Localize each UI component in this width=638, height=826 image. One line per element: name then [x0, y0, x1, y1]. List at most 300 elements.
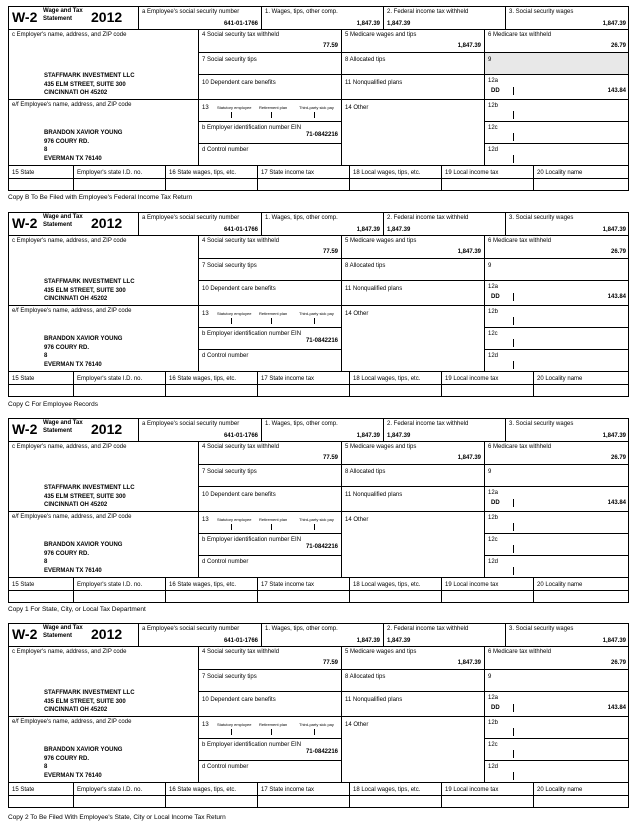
- box-2: [383, 6, 505, 29]
- copy-caption: Copy B To Be Filed with Employee's Federal Income Tax Return: [8, 194, 193, 201]
- box-8-label: 8 Allocated tips: [345, 57, 386, 63]
- box-d-label: d Control number: [202, 764, 249, 770]
- box-19-label: 19 Local income tax: [445, 582, 499, 588]
- box-13: [198, 716, 341, 738]
- form-title: [43, 8, 83, 23]
- box-11: [341, 280, 484, 305]
- third-party-sick-pay-checkbox[interactable]: [314, 524, 315, 530]
- box-4-label: 4 Social security tax withheld: [202, 238, 280, 244]
- employer-street: 435 ELM STREET, SUITE 300: [44, 287, 126, 294]
- form-title-cell: [8, 623, 138, 646]
- ein-value: 71-0842216: [305, 544, 338, 550]
- box-12a-amount: 143.84: [607, 294, 626, 300]
- box-4: [198, 235, 341, 258]
- box-ef: [8, 716, 198, 782]
- box-10-label: 10 Dependent care benefits: [202, 697, 276, 703]
- statutory-employee-label: Statutory employee: [217, 311, 252, 316]
- box-12c-label: 12c: [488, 537, 498, 543]
- employee-address: [44, 541, 122, 575]
- box-9-label: 9: [488, 674, 492, 680]
- box-16-label: 16 State wages, tips, etc.: [169, 170, 237, 176]
- box-17-label: 17 State income tax: [261, 376, 315, 382]
- employee-name: BRANDON XAVIOR YOUNG: [44, 130, 123, 136]
- box-12d-label: 12d: [488, 764, 499, 770]
- box-18-label: 18 Local wages, tips, etc.: [353, 582, 421, 588]
- box-17-label: 17 State income tax: [261, 582, 315, 588]
- form-title-line1: Wage and Tax: [43, 8, 83, 14]
- box-13-label: 13: [202, 722, 209, 728]
- ss-tax-value: 77.59: [322, 249, 338, 255]
- box-2: [383, 418, 505, 441]
- box-12c-label: 12c: [488, 125, 498, 131]
- box-8: [341, 258, 484, 280]
- employer-address: [44, 72, 135, 98]
- ss-wages-value: 1,847.39: [602, 21, 626, 27]
- statutory-employee-label: Statutory employee: [217, 517, 252, 522]
- box-10-label: 10 Dependent care benefits: [202, 286, 276, 292]
- box-a: [138, 418, 261, 441]
- box-10-label: 10 Dependent care benefits: [202, 80, 276, 86]
- w2-form-copy-2: [8, 212, 629, 397]
- statutory-employee-checkbox[interactable]: [231, 112, 232, 118]
- employer-address: [44, 484, 135, 510]
- box-12a-label: 12a: [488, 695, 499, 701]
- wages-value: 1,847.39: [356, 227, 380, 233]
- box-12b-label: 12b: [488, 515, 499, 521]
- box-12a-label: 12a: [488, 490, 499, 496]
- box-14: [341, 99, 484, 165]
- box-3: [505, 418, 629, 441]
- box-15b-label: Employer's state I.D. no.: [77, 582, 143, 588]
- retirement-plan-label: Retirement plan: [259, 311, 288, 316]
- form-title-line2: Statement: [43, 632, 73, 639]
- box-ef-label: e/f Employee's name, address, and ZIP code: [12, 308, 132, 314]
- box-c: [8, 29, 198, 99]
- box-b-label: b Employer identification number EIN: [202, 742, 302, 748]
- box-b-label: b Employer identification number EIN: [202, 537, 302, 543]
- w2-form-copy-3: [8, 418, 629, 603]
- box-14: [341, 716, 484, 782]
- box-a-label: a Employee's social security number: [142, 215, 240, 221]
- box-12b-label: 12b: [488, 103, 499, 109]
- box-5: [341, 646, 484, 669]
- box-8: [341, 464, 484, 486]
- employee-street: 976 COURY RD.: [44, 344, 90, 351]
- box-12b: [484, 511, 629, 533]
- box-12d-label: 12d: [488, 353, 499, 359]
- employee-unit: 8: [44, 559, 48, 565]
- box-12c-label: 12c: [488, 742, 498, 748]
- employee-ssn: 641-01-1766: [223, 638, 258, 644]
- retirement-plan-checkbox[interactable]: [271, 112, 272, 118]
- box-15-label: 15 State: [12, 170, 35, 176]
- retirement-plan-label: Retirement plan: [259, 105, 288, 110]
- box-12d: [484, 349, 629, 371]
- box-17-label: 17 State income tax: [261, 787, 315, 793]
- box-1-label: 1. Wages, tips, other comp.: [265, 215, 338, 221]
- third-party-sick-pay-checkbox[interactable]: [314, 729, 315, 735]
- retirement-plan-checkbox[interactable]: [271, 318, 272, 324]
- box-d: [198, 143, 341, 165]
- form-title: [43, 420, 83, 435]
- box-20-label: 20 Locality name: [537, 376, 583, 382]
- box-12b-divider: [513, 111, 514, 119]
- employee-ssn: 641-01-1766: [223, 227, 258, 233]
- box-1: [261, 6, 383, 29]
- box-5: [341, 29, 484, 52]
- box-4-label: 4 Social security tax withheld: [202, 32, 280, 38]
- employer-city: CINCINNATI OH 45202: [44, 296, 108, 302]
- box-ef-label: e/f Employee's name, address, and ZIP code: [12, 102, 132, 108]
- wages-value: 1,847.39: [356, 638, 380, 644]
- employer-city: CINCINNATI OH 45202: [44, 707, 108, 713]
- employer-street: 435 ELM STREET, SUITE 300: [44, 698, 126, 705]
- state-row-divider: [8, 384, 629, 385]
- box-9-label: 9: [488, 263, 492, 269]
- box-1: [261, 212, 383, 235]
- employee-street: 976 COURY RD.: [44, 550, 90, 557]
- box-10: [198, 280, 341, 305]
- box-ef: [8, 511, 198, 577]
- box-d: [198, 555, 341, 577]
- employee-unit: 8: [44, 764, 48, 770]
- box-b-label: b Employer identification number EIN: [202, 331, 302, 337]
- employee-street: 976 COURY RD.: [44, 755, 90, 762]
- box-10: [198, 74, 341, 99]
- employee-unit: 8: [44, 353, 48, 359]
- box-12b: [484, 99, 629, 121]
- box-9-label: 9: [488, 57, 492, 63]
- copy-caption: Copy 1 For State, City, or Local Tax Department: [8, 606, 146, 613]
- form-title: [43, 625, 83, 640]
- box-9: [484, 258, 629, 280]
- box-b-label: b Employer identification number EIN: [202, 125, 302, 131]
- box-5-label: 5 Medicare wages and tips: [345, 32, 417, 38]
- medicare-wages-value: 1,847.39: [457, 455, 481, 461]
- retirement-plan-label: Retirement plan: [259, 517, 288, 522]
- box-14: [341, 305, 484, 371]
- box-12a-divider: [513, 704, 514, 712]
- medicare-wages-value: 1,847.39: [457, 43, 481, 49]
- copy-caption: Copy C For Employee Records: [8, 401, 98, 408]
- employee-ssn: 641-01-1766: [223, 21, 258, 27]
- box-1: [261, 418, 383, 441]
- box-15b-label: Employer's state I.D. no.: [77, 376, 143, 382]
- box-17-label: 17 State income tax: [261, 170, 315, 176]
- box-7-label: 7 Social security tips: [202, 263, 257, 269]
- box-c-label: c Employer's name, address, and ZIP code: [12, 649, 127, 655]
- third-party-sick-pay-checkbox[interactable]: [314, 318, 315, 324]
- box-11-label: 11 Nonqualified plans: [345, 492, 403, 498]
- box-6: [484, 646, 629, 669]
- box-19-label: 19 Local income tax: [445, 787, 499, 793]
- employer-name: STAFFMARK INVESTMENT LLC: [44, 73, 135, 79]
- form-w2-label: W-2: [12, 215, 38, 231]
- box-5-label: 5 Medicare wages and tips: [345, 238, 417, 244]
- box-9: [484, 669, 629, 691]
- box-14-label: 14 Other: [345, 722, 369, 728]
- box-12b: [484, 305, 629, 327]
- box-12b-label: 12b: [488, 309, 499, 315]
- federal-withheld-value: 1,847.39: [387, 433, 411, 439]
- box-14-label: 14 Other: [345, 311, 369, 317]
- box-12c-divider: [513, 750, 514, 758]
- box-12d: [484, 760, 629, 782]
- box-7-label: 7 Social security tips: [202, 469, 257, 475]
- box-12d-divider: [513, 567, 514, 575]
- form-title-cell: [8, 6, 138, 29]
- box-5: [341, 441, 484, 464]
- box-12a: [484, 74, 629, 99]
- box-11: [341, 486, 484, 511]
- box-12d: [484, 555, 629, 577]
- box-6: [484, 29, 629, 52]
- box-15-label: 15 State: [12, 787, 35, 793]
- employer-address: [44, 689, 135, 715]
- form-title-line2: Statement: [43, 221, 73, 228]
- box-13-label: 13: [202, 105, 209, 111]
- box-3-label: 3. Social security wages: [509, 421, 574, 427]
- employer-city: CINCINNATI OH 45202: [44, 90, 108, 96]
- box-18-label: 18 Local wages, tips, etc.: [353, 787, 421, 793]
- box-12d: [484, 143, 629, 165]
- employer-name: STAFFMARK INVESTMENT LLC: [44, 279, 135, 285]
- box-3-label: 3. Social security wages: [509, 9, 574, 15]
- box-4: [198, 646, 341, 669]
- box-20-label: 20 Locality name: [537, 582, 583, 588]
- third-party-sick-pay-label: Third-party sick pay: [299, 105, 334, 110]
- box-12c: [484, 327, 629, 349]
- box-8-label: 8 Allocated tips: [345, 263, 386, 269]
- employer-street: 435 ELM STREET, SUITE 300: [44, 81, 126, 88]
- statutory-employee-checkbox[interactable]: [231, 524, 232, 530]
- box-b-ein: [198, 533, 341, 555]
- form-title-line2: Statement: [43, 15, 73, 22]
- form-title-line1: Wage and Tax: [43, 420, 83, 426]
- retirement-plan-label: Retirement plan: [259, 722, 288, 727]
- box-ef: [8, 99, 198, 165]
- employee-city: EVERMAN TX 76140: [44, 772, 102, 779]
- box-a-label: a Employee's social security number: [142, 421, 240, 427]
- statutory-employee-checkbox[interactable]: [231, 729, 232, 735]
- box-11-label: 11 Nonqualified plans: [345, 80, 403, 86]
- retirement-plan-checkbox[interactable]: [271, 524, 272, 530]
- form-title-line2: Statement: [43, 427, 73, 434]
- box-c-label: c Employer's name, address, and ZIP code: [12, 238, 127, 244]
- ein-value: 71-0842216: [305, 749, 338, 755]
- ss-wages-value: 1,847.39: [602, 433, 626, 439]
- box-5-label: 5 Medicare wages and tips: [345, 649, 417, 655]
- form-year: 2012: [91, 9, 123, 25]
- box-1: [261, 623, 383, 646]
- box-12a: [484, 691, 629, 716]
- state-row-divider: [8, 590, 629, 591]
- federal-withheld-value: 1,847.39: [387, 638, 411, 644]
- box-12a: [484, 486, 629, 511]
- medicare-wages-value: 1,847.39: [457, 249, 481, 255]
- employee-address: [44, 335, 122, 369]
- box-8-label: 8 Allocated tips: [345, 674, 386, 680]
- third-party-sick-pay-checkbox[interactable]: [314, 112, 315, 118]
- box-19-label: 19 Local income tax: [445, 170, 499, 176]
- box-12d-divider: [513, 155, 514, 163]
- box-8: [341, 52, 484, 74]
- box-14-label: 14 Other: [345, 517, 369, 523]
- form-w2-label: W-2: [12, 421, 38, 437]
- box-7: [198, 258, 341, 280]
- box-12d-divider: [513, 772, 514, 780]
- box-9: [484, 52, 629, 74]
- box-15b-label: Employer's state I.D. no.: [77, 787, 143, 793]
- box-2: [383, 623, 505, 646]
- box-b-ein: [198, 738, 341, 760]
- statutory-employee-label: Statutory employee: [217, 105, 252, 110]
- box-3: [505, 623, 629, 646]
- box-9: [484, 464, 629, 486]
- box-2: [383, 212, 505, 235]
- box-12a-amount: 143.84: [607, 705, 626, 711]
- medicare-tax-value: 26.79: [610, 455, 626, 461]
- box-8-label: 8 Allocated tips: [345, 469, 386, 475]
- box-4-label: 4 Social security tax withheld: [202, 444, 280, 450]
- box-7-label: 7 Social security tips: [202, 57, 257, 63]
- box-12a-divider: [513, 87, 514, 95]
- ein-value: 71-0842216: [305, 132, 338, 138]
- employer-name: STAFFMARK INVESTMENT LLC: [44, 485, 135, 491]
- box-13-label: 13: [202, 517, 209, 523]
- box-13: [198, 511, 341, 533]
- box-10-label: 10 Dependent care benefits: [202, 492, 276, 498]
- form-title-line1: Wage and Tax: [43, 625, 83, 631]
- employee-name: BRANDON XAVIOR YOUNG: [44, 542, 123, 548]
- box-ef-label: e/f Employee's name, address, and ZIP code: [12, 514, 132, 520]
- box-10: [198, 691, 341, 716]
- medicare-tax-value: 26.79: [610, 43, 626, 49]
- box-15-label: 15 State: [12, 376, 35, 382]
- employee-address: [44, 746, 122, 780]
- box-12a-code: DD: [491, 294, 500, 300]
- box-5-label: 5 Medicare wages and tips: [345, 444, 417, 450]
- third-party-sick-pay-label: Third-party sick pay: [299, 517, 334, 522]
- box-18-label: 18 Local wages, tips, etc.: [353, 376, 421, 382]
- box-12a-divider: [513, 293, 514, 301]
- form-year: 2012: [91, 215, 123, 231]
- employer-city: CINCINNATI OH 45202: [44, 502, 108, 508]
- box-c-label: c Employer's name, address, and ZIP code: [12, 32, 127, 38]
- box-12d-divider: [513, 361, 514, 369]
- box-6-label: 6 Medicare tax withheld: [488, 238, 552, 244]
- state-row-divider: [8, 795, 629, 796]
- box-9-label: 9: [488, 469, 492, 475]
- form-title-cell: [8, 212, 138, 235]
- box-4: [198, 29, 341, 52]
- box-3-label: 3. Social security wages: [509, 626, 574, 632]
- box-12a-code: DD: [491, 88, 500, 94]
- form-year: 2012: [91, 626, 123, 642]
- box-d-label: d Control number: [202, 147, 249, 153]
- box-a-label: a Employee's social security number: [142, 626, 240, 632]
- box-12a-amount: 143.84: [607, 88, 626, 94]
- box-d-label: d Control number: [202, 559, 249, 565]
- medicare-tax-value: 26.79: [610, 660, 626, 666]
- box-4-label: 4 Social security tax withheld: [202, 649, 280, 655]
- box-6-label: 6 Medicare tax withheld: [488, 32, 552, 38]
- employee-name: BRANDON XAVIOR YOUNG: [44, 336, 123, 342]
- box-12a: [484, 280, 629, 305]
- box-6-label: 6 Medicare tax withheld: [488, 649, 552, 655]
- box-12b: [484, 716, 629, 738]
- box-12a-amount: 143.84: [607, 500, 626, 506]
- federal-withheld-value: 1,847.39: [387, 227, 411, 233]
- box-c-label: c Employer's name, address, and ZIP code: [12, 444, 127, 450]
- statutory-employee-label: Statutory employee: [217, 722, 252, 727]
- ss-tax-value: 77.59: [322, 455, 338, 461]
- box-7: [198, 669, 341, 691]
- form-year: 2012: [91, 421, 123, 437]
- box-12b-divider: [513, 523, 514, 531]
- ein-value: 71-0842216: [305, 338, 338, 344]
- box-12c-divider: [513, 339, 514, 347]
- box-2-label: 2. Federal income tax withheld: [387, 215, 469, 221]
- retirement-plan-checkbox[interactable]: [271, 729, 272, 735]
- box-12c-divider: [513, 545, 514, 553]
- state-row-divider: [8, 178, 629, 179]
- box-12a-divider: [513, 499, 514, 507]
- box-7-label: 7 Social security tips: [202, 674, 257, 680]
- third-party-sick-pay-label: Third-party sick pay: [299, 722, 334, 727]
- box-b-ein: [198, 121, 341, 143]
- form-title: [43, 214, 83, 229]
- form-w2-label: W-2: [12, 9, 38, 25]
- box-8: [341, 669, 484, 691]
- box-11-label: 11 Nonqualified plans: [345, 286, 403, 292]
- wages-value: 1,847.39: [356, 21, 380, 27]
- ss-wages-value: 1,847.39: [602, 227, 626, 233]
- box-20-label: 20 Locality name: [537, 787, 583, 793]
- statutory-employee-checkbox[interactable]: [231, 318, 232, 324]
- box-11: [341, 691, 484, 716]
- w2-form-copy-1: [8, 6, 629, 191]
- box-12a-code: DD: [491, 500, 500, 506]
- box-4: [198, 441, 341, 464]
- box-a-label: a Employee's social security number: [142, 9, 240, 15]
- box-12b-label: 12b: [488, 720, 499, 726]
- medicare-tax-value: 26.79: [610, 249, 626, 255]
- box-a: [138, 623, 261, 646]
- box-1-label: 1. Wages, tips, other comp.: [265, 9, 338, 15]
- box-12c: [484, 738, 629, 760]
- box-d-label: d Control number: [202, 353, 249, 359]
- box-16-label: 16 State wages, tips, etc.: [169, 582, 237, 588]
- box-14-label: 14 Other: [345, 105, 369, 111]
- box-d: [198, 760, 341, 782]
- employer-address: [44, 278, 135, 304]
- employee-city: EVERMAN TX 76140: [44, 567, 102, 574]
- box-14: [341, 511, 484, 577]
- copy-caption: Copy 2 To Be Filed With Employee's State, City or Local Income Tax Return: [8, 814, 226, 821]
- employer-street: 435 ELM STREET, SUITE 300: [44, 493, 126, 500]
- form-title-cell: [8, 418, 138, 441]
- employer-name: STAFFMARK INVESTMENT LLC: [44, 690, 135, 696]
- box-d: [198, 349, 341, 371]
- box-12d-label: 12d: [488, 559, 499, 565]
- ss-wages-value: 1,847.39: [602, 638, 626, 644]
- box-6-label: 6 Medicare tax withheld: [488, 444, 552, 450]
- box-2-label: 2. Federal income tax withheld: [387, 626, 469, 632]
- medicare-wages-value: 1,847.39: [457, 660, 481, 666]
- box-a: [138, 212, 261, 235]
- box-20-label: 20 Locality name: [537, 170, 583, 176]
